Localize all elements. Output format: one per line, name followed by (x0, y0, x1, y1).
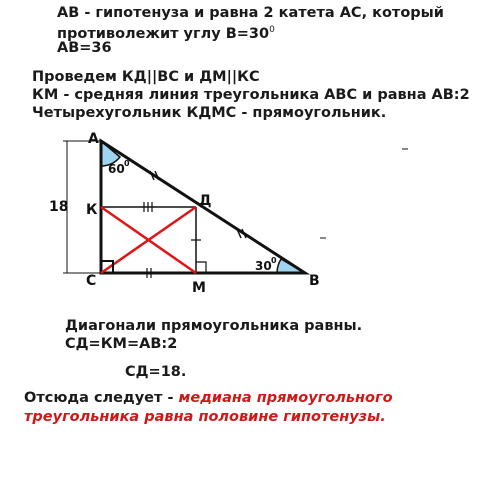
statement-line-2-text: противолежит углу В=30 (57, 25, 270, 42)
label-k: К (86, 202, 98, 218)
label-angle-b: 30 (255, 259, 272, 273)
statement-line-1: АВ - гипотенуза и равна 2 катета АС, который (57, 5, 444, 21)
final-line-2: треугольника равна половине гипотенузы. (24, 409, 386, 425)
label-side-18: 18 (49, 199, 69, 215)
label-a: А (88, 131, 99, 147)
statement-line-3: АВ=36 (57, 40, 112, 56)
label-d: Д (199, 193, 212, 209)
construction-line-1: Проведем КД||ВС и ДМ||КС (32, 69, 260, 85)
label-b: В (309, 273, 320, 289)
label-angle-a-deg: 0 (124, 159, 130, 168)
conclusion-line-3: СД=18. (125, 364, 187, 380)
final-line-1 (24, 389, 393, 407)
final-red-text-1: медиана прямоугольного (178, 390, 393, 406)
right-angle-m (196, 262, 206, 273)
label-m: М (192, 280, 206, 296)
construction-line-2: КМ - средняя линия треугольника АВС и равна АВ:2 (32, 87, 470, 103)
label-angle-a: 60 (108, 162, 125, 176)
conclusion-line-1: Диагонали прямоугольника равны. (65, 318, 363, 334)
degree-sup: 0 (269, 25, 275, 35)
construction-line-3: Четырехугольник КДМС - прямоугольник. (32, 105, 387, 121)
final-plain-text: Отсюда следует - (24, 390, 179, 406)
label-angle-b-deg: 0 (271, 256, 277, 265)
conclusion-line-2: СД=КМ=АВ:2 (65, 336, 178, 352)
label-c: С (86, 273, 97, 289)
